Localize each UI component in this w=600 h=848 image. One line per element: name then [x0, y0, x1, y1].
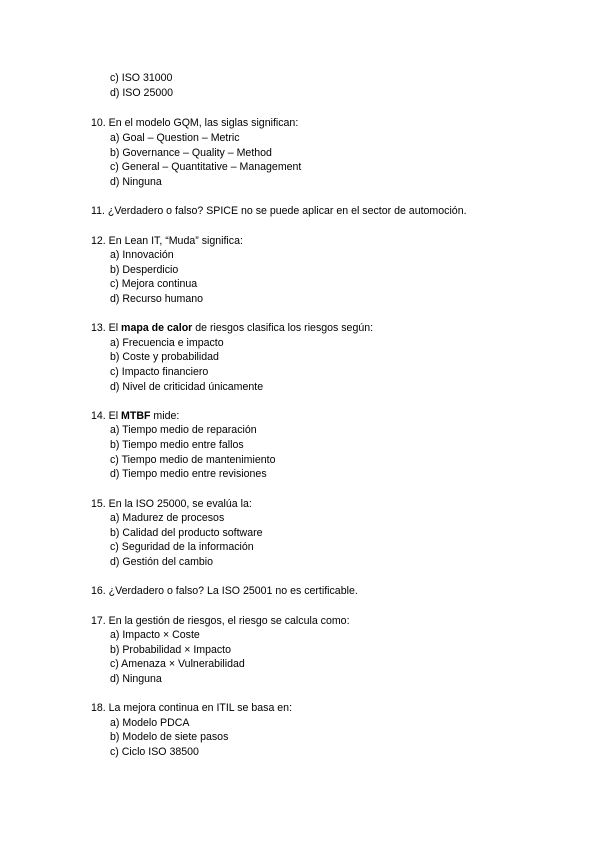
question-14-option-b: b) Tiempo medio entre fallos	[110, 439, 244, 451]
question-15-option-b: b) Calidad del producto software	[110, 527, 263, 539]
question-15-option-d: d) Gestión del cambio	[110, 556, 214, 568]
question-13-option-b: b) Coste y probabilidad	[110, 351, 219, 363]
question-13	[91, 321, 373, 336]
question-13-bold-term: mapa de calor	[121, 322, 193, 334]
question-13-option-a: a) Frecuencia e impacto	[110, 337, 224, 349]
question-12-option-c: c) Mejora continua	[110, 278, 198, 290]
question-17-option-d: d) Ninguna	[110, 673, 162, 685]
question-12: 12. En Lean IT, “Muda” significa:	[91, 235, 243, 247]
question-10-option-b: b) Governance – Quality – Method	[110, 147, 272, 159]
question-13-prefix: 13. El	[91, 322, 122, 334]
question-10-option-d: d) Ninguna	[110, 176, 162, 188]
question-12-option-a: a) Innovación	[110, 249, 174, 261]
question-13-option-c: c) Impacto financiero	[110, 366, 209, 378]
question-13-option-d: d) Nivel de criticidad únicamente	[110, 381, 264, 393]
question-14-prefix: 14. El	[91, 410, 122, 422]
question-13-suffix: de riesgos clasifica los riesgos según:	[192, 322, 374, 334]
question-18-option-b: b) Modelo de siete pasos	[110, 731, 229, 743]
question-10-option-c: c) General – Quantitative – Management	[110, 161, 302, 173]
question-18-option-c: c) Ciclo ISO 38500	[110, 746, 199, 758]
question-15: 15. En la ISO 25000, se evalúa la:	[91, 498, 252, 510]
question-14-bold-term: MTBF	[121, 410, 151, 422]
question-10-option-a: a) Goal – Question – Metric	[110, 132, 240, 144]
option-d-prev: d) ISO 25000	[110, 87, 174, 99]
question-12-option-d: d) Recurso humano	[110, 293, 204, 305]
question-12-option-b: b) Desperdicio	[110, 264, 179, 276]
question-14-option-d: d) Tiempo medio entre revisiones	[110, 468, 267, 480]
question-10: 10. En el modelo GQM, las siglas significan:	[91, 117, 299, 129]
question-14	[91, 409, 179, 424]
question-17-option-b: b) Probabilidad × Impacto	[110, 644, 232, 656]
question-15-option-c: c) Seguridad de la información	[110, 541, 254, 553]
question-17: 17. En la gestión de riesgos, el riesgo se calcula como:	[91, 615, 350, 627]
question-14-option-a: a) Tiempo medio de reparación	[110, 424, 257, 436]
question-15-option-a: a) Madurez de procesos	[110, 512, 225, 524]
question-17-option-c: c) Amenaza × Vulnerabilidad	[110, 658, 245, 670]
question-14-option-c: c) Tiempo medio de mantenimiento	[110, 454, 276, 466]
option-c-prev: c) ISO 31000	[110, 72, 173, 84]
question-18-option-a: a) Modelo PDCA	[110, 717, 190, 729]
question-11: 11. ¿Verdadero o falso? SPICE no se puede aplicar en el sector de automoción.	[91, 205, 467, 217]
question-18: 18. La mejora continua en ITIL se basa en:	[91, 702, 293, 714]
question-14-suffix: mide:	[150, 410, 180, 422]
question-17-option-a: a) Impacto × Coste	[110, 629, 200, 641]
question-16: 16. ¿Verdadero o falso? La ISO 25001 no es certificable.	[91, 585, 358, 597]
